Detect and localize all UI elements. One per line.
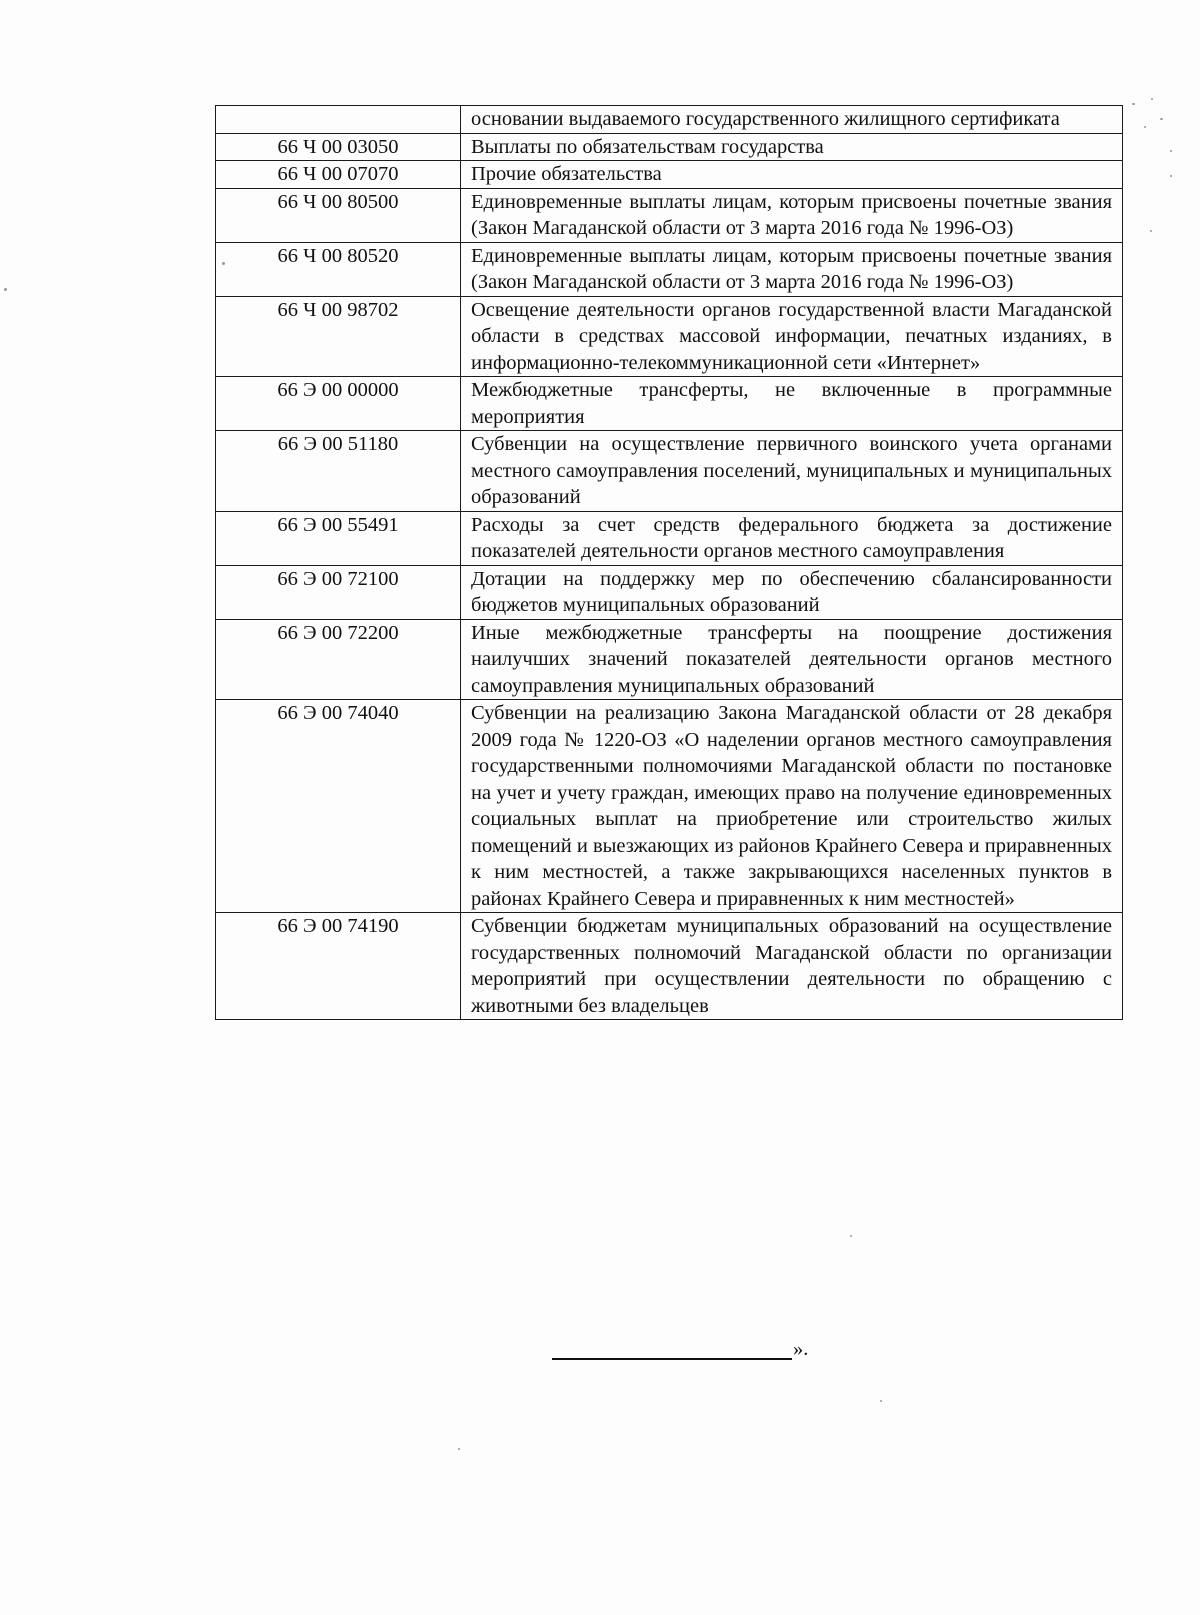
row-description: Субвенции на осуществление первичного воинского учета органами местного самоуправления поселений, муниципальных и муниципальных образований [461,431,1123,512]
row-code: 66 Э 00 72100 [216,565,461,619]
scan-speck [222,262,225,265]
row-description: Субвенции на реализацию Закона Магаданской области от 28 декабря 2009 года № 1220-ОЗ «О наделении органов местного самоуправления государственными полномочиями Магаданской области по постановке на учет и учету граждан, имеющих право на получение единовременных социальных выплат на приобретение или строительство жилых помещений и выезжающих из районов Крайнего Севера и приравненных к ним местностей, а также закрывающихся населенных пунктов в районах Крайнего Севера и приравненных к ним местностей» [461,700,1123,913]
row-code: 66 Ч 00 80520 [216,242,461,296]
table-row [216,913,1123,1020]
row-code: 66 Ч 00 80500 [216,188,461,242]
table-row [216,511,1123,565]
scan-speck [850,1235,852,1237]
table-row [216,133,1123,161]
row-description: Межбюджетные трансферты, не включенные в программные мероприятия [461,377,1123,431]
scan-speck [1151,98,1153,100]
table-row [216,619,1123,700]
row-description: Единовременные выплаты лицам, которым присвоены почетные звания (Закон Магаданской области от 3 марта 2016 года № 1996-ОЗ) [461,188,1123,242]
table-row [216,161,1123,189]
scan-speck [1170,150,1172,152]
scan-speck [880,1400,882,1402]
closing-rule [552,1358,792,1360]
row-code: 66 Э 00 74190 [216,913,461,1020]
row-description: Прочие обязательства [461,161,1123,189]
row-code: 66 Ч 00 98702 [216,296,461,377]
row-description: Расходы за счет средств федерального бюджета за достижение показателей деятельности органов местного самоуправления [461,511,1123,565]
scan-speck [1150,230,1152,232]
row-description: Иные межбюджетные трансферты на поощрение достижения наилучших значений показателей деятельности органов местного самоуправления муниципальных образований [461,619,1123,700]
row-code: 66 Э 00 55491 [216,511,461,565]
row-code: 66 Э 00 72200 [216,619,461,700]
row-code: 66 Ч 00 07070 [216,161,461,189]
scan-speck [1144,126,1146,128]
row-code: 66 Ч 00 03050 [216,133,461,161]
table-row [216,188,1123,242]
scan-speck [1170,175,1172,177]
row-code [216,106,461,134]
row-code: 66 Э 00 00000 [216,377,461,431]
budget-codes-table [215,105,1123,1020]
table-row [216,296,1123,377]
row-description: Выплаты по обязательствам государства [461,133,1123,161]
table-row [216,700,1123,913]
row-code: 66 Э 00 74040 [216,700,461,913]
row-description: Субвенции бюджетам муниципальных образований на осуществление государственных полномочий Магаданской области по организации мероприятий при осуществлении деятельности по обращению с животными без владельцев [461,913,1123,1020]
table-row [216,242,1123,296]
scan-speck [1132,103,1135,105]
table-row [216,431,1123,512]
scan-speck [1160,118,1163,120]
row-code: 66 Э 00 51180 [216,431,461,512]
table-row [216,377,1123,431]
row-description: Единовременные выплаты лицам, которым присвоены почетные звания (Закон Магаданской области от 3 марта 2016 года № 1996-ОЗ) [461,242,1123,296]
table-row [216,565,1123,619]
closing-line-block [552,1336,809,1366]
row-description: основании выдаваемого государственного жилищного сертификата [461,106,1123,134]
scan-speck [4,288,7,291]
row-description: Освещение деятельности органов государственной власти Магаданской области в средствах массовой информации, печатных изданиях, в информационно-телекоммуникационной сети «Интернет» [461,296,1123,377]
scan-speck [458,1448,460,1450]
closing-quote-mark: ». [793,1338,809,1360]
table-row [216,106,1123,134]
row-description: Дотации на поддержку мер по обеспечению сбалансированности бюджетов муниципальных образований [461,565,1123,619]
